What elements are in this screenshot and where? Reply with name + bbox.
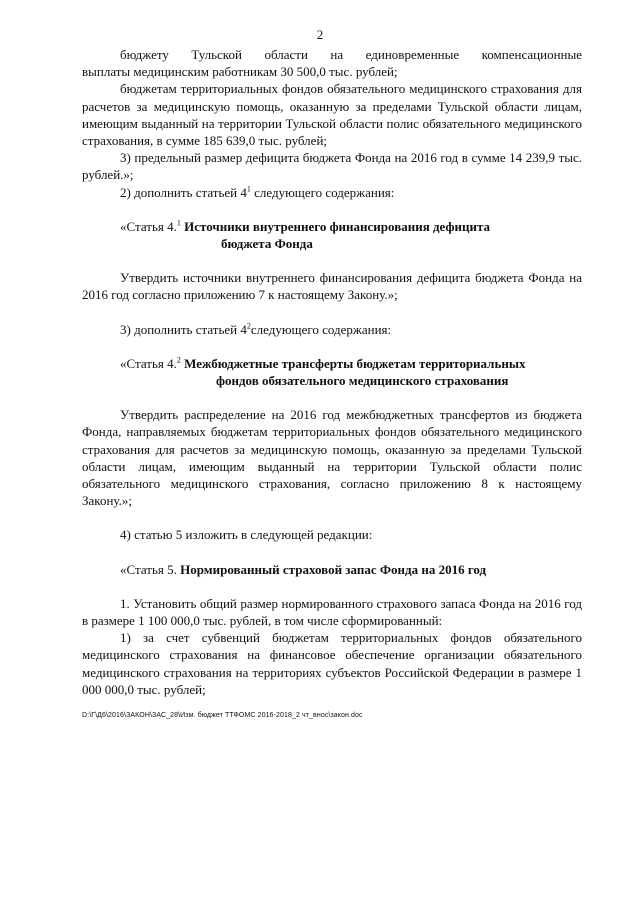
paragraph-p4 <box>82 184 582 201</box>
document-body <box>82 46 582 698</box>
article-4-1-title-line2: бюджета Фонда <box>221 236 313 252</box>
p6-text: 3) дополнить статьей 4 <box>120 321 247 337</box>
paragraph-p10: 1) за счет субвенций бюджетам территориальных фондов обязательного медицинского страхования на финансовое обеспечение организации обязательного медицинского страхования на территориях субъектов Российской Федерации в размере 1 000 000,0 тыс. рублей; <box>82 630 582 697</box>
article-5-title: Нормированный страховой запас Фонда на 2016 год <box>180 561 487 577</box>
p6-text-post: следующего содержания: <box>250 321 392 337</box>
file-path-footer: D:\Г\Д6\2016\ЗАКОН\ЗАС_28\Изм. бюджет ТТФОМС 2016-2018_2 чт_внос\закон.doc <box>82 712 363 719</box>
paragraph-p2: бюджетам территориальных фондов обязательного медицинского страхования для расчетов за медицинскую помощь, оказанную за пределами Тульской области лицам, имеющим выданный на территории Тульской области полис обязательного медицинского страхования, в сумме 185 639,0 тыс. рублей; <box>82 81 582 149</box>
paragraph-p9: 1. Установить общий размер нормированного страхового запаса Фонда на 2016 год в размере 1 100 000,0 тыс. рублей, в том числе сформированный: <box>82 595 582 629</box>
paragraph-p3: 3) предельный размер дефицита бюджета Фонда на 2016 год в сумме 14 239,9 тыс. рублей.»; <box>82 150 582 183</box>
paragraph-p5: Утвердить источники внутреннего финансирования дефицита бюджета Фонда на 2016 год согласно приложению 7 к настоящему Закону.»; <box>82 270 582 303</box>
article-4-2-heading <box>82 355 582 389</box>
article-5-heading <box>82 561 582 578</box>
article-4-1-title: Источники внутреннего финансирования дефицита <box>184 218 490 234</box>
paragraph-p7: Утвердить распределение на 2016 год межбюджетных трансфертов из бюджета Фонда, направляемых бюджетам территориальных фондов обязательного медицинского страхования для расчетов за медицинскую помощь, оказанную за пределами Тульской области лицам, имеющим выданный на территории Тульской области полис обязательного медицинского страхования, согласно приложению 8 к настоящему Закону.»; <box>82 407 582 509</box>
page-number: 2 <box>316 27 324 42</box>
paragraph-p1a: бюджету Тульской области на единовременные компенсационные <box>120 47 582 62</box>
article-4-1-heading <box>82 218 582 252</box>
article-4-2-label: «Статья 4. <box>120 355 177 371</box>
p4-text: 2) дополнить статьей 4 <box>120 184 247 200</box>
article-4-1-superscript: 1 <box>176 218 181 228</box>
paragraph-p8: 4) статью 5 изложить в следующей редакции: <box>120 527 373 543</box>
article-5-label: «Статья 5. <box>120 561 177 577</box>
article-4-2-title-line2: фондов обязательного медицинского страхования <box>216 373 509 389</box>
p4-superscript: 1 <box>246 184 251 194</box>
article-4-2-title: Межбюджетные трансферты бюджетам территориальных <box>184 355 526 371</box>
p4-text-post: следующего содержания: <box>250 184 395 200</box>
paragraph-p6 <box>82 321 582 338</box>
paragraph-p1b: выплаты медицинским работникам 30 500,0 тыс. рублей; <box>82 64 398 80</box>
article-4-1-label: «Статья 4. <box>120 218 177 234</box>
article-4-2-superscript: 2 <box>176 355 181 365</box>
p6-superscript: 2 <box>246 321 251 331</box>
